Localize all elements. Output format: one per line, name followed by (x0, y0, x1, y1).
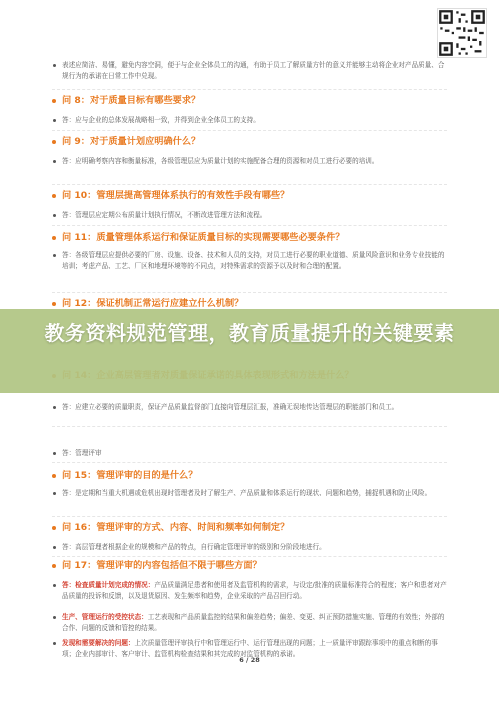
divider (52, 184, 447, 185)
answer-block (52, 210, 447, 221)
answer-body: 产品质量满足患者和使用者及监管机构的需求，与设定/批准的质量标准符合的程度；客户和患者对产品质量的投诉和反馈，以及退货原因、发生频率和趋势，企业采取的产品召回行动。 (62, 581, 447, 600)
answer-highlight: 发现和需要解决的问题： (62, 639, 135, 647)
divider (52, 130, 447, 131)
question-text: 问 11：质量管理体系运行和保证质量目标的实现需要哪些必要条件？ (52, 232, 447, 244)
question-block (52, 136, 447, 148)
answer-block (52, 115, 447, 126)
question-text: 问 16：管理评审的方式、内容、时间和频率如何制定？ (52, 522, 447, 534)
answer-body: 上次质量管理评审执行中和管理运行中、运行管理出现的问题；上一质量评审跟踪事项中的重点和断的事项；企业内部审计、客户审计、监管机构检查结果和其完成的对监管机构的承诺。 (62, 639, 438, 658)
question-block (52, 232, 447, 244)
answer-text: 答：各级管理层应提供必要的厂房、设施、设备、技术和人员的支持，对员工进行必要的职业道德、质量风险意识和业务专业技能的培训；考虑产品、工艺、厂区和地理环境等的不同点，对特殊需求的资源予以及时和合理的配置。 (52, 250, 447, 272)
answer-block (52, 612, 447, 634)
answer-block (52, 250, 447, 272)
answer-block (52, 488, 447, 499)
question-block (52, 522, 447, 534)
question-block (52, 95, 447, 107)
question-text: 问 15：管理评审的目的是什么？ (52, 470, 447, 482)
divider (52, 462, 447, 463)
answer-text (52, 580, 447, 602)
answer-block (52, 156, 447, 167)
answer-text: 答：应建立必要的质量职责，保证产品质量监督部门直接向管理层汇报，准确无误地传达管理层的职能部门和员工。 (52, 402, 447, 413)
banner-title: 教务资料规范管理，教育质量提升的关键要素 (44, 321, 455, 345)
answer-block (52, 60, 447, 82)
answer-text: 答：应与企业的总体发展战略相一致，并得到企业全体员工的支持。 (52, 115, 447, 126)
answer-text: 答：应明确考察内容和衡量标准，各级管理层应为质量计划的实施配备合理的资源和对员工进行必要的培训。 (52, 156, 447, 167)
question-text: 问 9：对于质量计划应明确什么？ (52, 136, 447, 148)
divider (52, 426, 447, 427)
answer-block (52, 448, 447, 459)
answer-block (52, 542, 447, 553)
answer-highlight: 生产、管理运行的受控状态： (62, 613, 148, 621)
divider (52, 292, 447, 293)
divider (52, 556, 447, 557)
qr-code-graphic (438, 9, 486, 57)
answer-text: 答：是定期和当重大机遇或危机出现时管理者及时了解生产、产品质量和体系运行的现状、问题和趋势，捕捉机遇和防止风险。 (52, 488, 447, 499)
page-number: 6 / 28 (239, 656, 260, 664)
answer-text: 表述应简洁、易懂，避免内容空洞，便于与企业全体员工的沟通，有助于员工了解质量方针的意义并能够主动将企业对产品质量、合规行为的承诺在日常工作中兑现。 (52, 60, 447, 82)
divider (52, 225, 447, 226)
question-text: 问 12：保证机制正常运行应建立什么机制？ (52, 298, 447, 310)
answer-block (52, 402, 447, 413)
answer-text (52, 612, 447, 634)
answer-text: 答：高层管理者根据企业的规模和产品的特点，自行确定管理评审的级别和分阶段地进行。 (52, 542, 447, 553)
divider (52, 516, 447, 517)
question-text: 问 8：对于质量目标有哪些要求？ (52, 95, 447, 107)
question-block (52, 190, 447, 202)
answer-block (52, 580, 447, 602)
question-block (52, 560, 447, 572)
answer-highlight: 答：检查质量计划完成的情况： (62, 581, 155, 589)
question-text: 问 17：管理评审的内容包括但不限于哪些方面？ (52, 560, 447, 572)
answer-text: 答：管理层应定期公布质量计划执行情况，不断改进管理方法和流程。 (52, 210, 447, 221)
answer-text: 答：管理评审 (52, 448, 447, 459)
question-block (52, 470, 447, 482)
divider (52, 89, 447, 90)
answer-body: 工艺表现和产品质量监控的结果和偏差趋势；偏差、变更、纠正预防措施实施、管理的有效性；外部的合作、问题的反馈和管控的结果。 (62, 613, 445, 632)
question-text: 问 10：管理层提高管理体系执行的有效性手段有哪些？ (52, 190, 447, 202)
qr-code (437, 8, 487, 58)
